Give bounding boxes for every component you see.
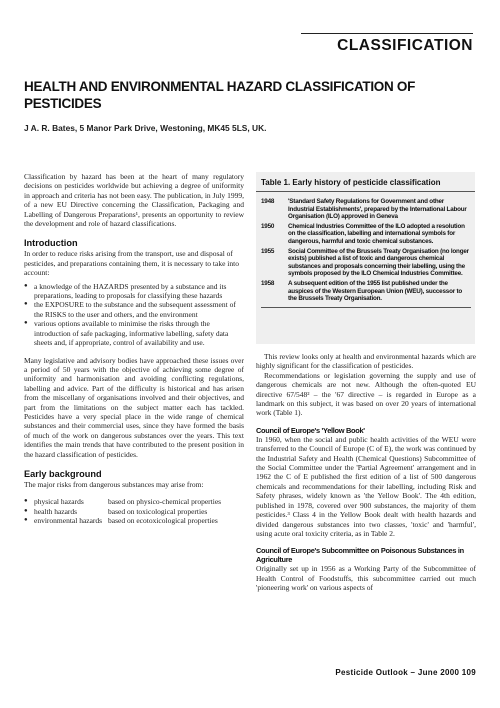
yellow-book-paragraph: In 1960, when the social and public health activities of the WEU were transferred to the Council of Europe (C of E), the work was continued by the Industrial Safety and Health (Chemical Questions) Subcommittee of the Social Committee under the 'Partial Agreement' arrangement and in 1962 the C of E published the first edition of a list of 500 dangerous chemicals and recommendations for their labelling, including Risk and Safety phrases, widely known as 'the Yellow Book'. The 4th edition, published in 1978, covered over 900 substances, the majority of them pesticides.³ Class 4 in the Yellow Book dealt with health hazards and divided dangerous substances into two classes, 'toxic' and 'harmful', using acute oral toxicity criteria, as in Table 2. <box>256 434 476 538</box>
table-year: 1955 <box>261 247 275 255</box>
table-event: A subsequent edition of the 1955 list published under the auspices of the Western European Union (WEU), successor to the Brussels Treaty Organisation. <box>288 279 463 303</box>
list-item: ● various options available to minimise the risks through the introduction of safe packaging, informative labelling, safety data sheets and, if appropriate, control of availability and use. <box>24 319 244 347</box>
article-title: HEALTH AND ENVIRONMENTAL HAZARD CLASSIFICATION OF PESTICIDES <box>24 79 416 111</box>
hazard-basis: based on physico-chemical properties <box>108 497 222 507</box>
yellow-book-heading: Council of Europe's 'Yellow Book' <box>256 425 365 435</box>
hazard-type: ● health hazards <box>24 507 108 516</box>
introduction-paragraph: Many legislative and advisory bodies have approached these issues over a period of 50 years with the objective of achieving some degree of uniformity and harmonisation and avoiding conflicting regulations, labelling and advice. Part of the difficulty is historical and has arisen from the miscellany of organisations involved and their objectives, and part from the limitations on the subject matter each has tackled. Pesticides have a very special place in the wide range of chemical substances and their commercial uses, since they have formed the basis of much of the work on dangerous substances over the years. This text identifies the main trends that have contributed to the present position in the hazard classification of pesticides. <box>24 355 244 459</box>
early-background-heading: Early background <box>24 468 102 479</box>
table-row <box>261 223 471 246</box>
table-caption: Table 1. Early history of pesticide classification <box>256 172 475 192</box>
introduction-lead: In order to reduce risks arising from the transport, use and disposal of pesticides, and preparations containing them, it is necessary to take into account: <box>24 249 239 278</box>
table-row <box>261 198 471 221</box>
introduction-heading: Introduction <box>24 238 78 249</box>
table-event: 'Standard Safety Regulations for Government and other Industrial Establishments', prepared by the International Labour Organisation (ILO) approved in Geneva <box>288 198 467 221</box>
table-year: 1950 <box>261 222 275 230</box>
hazard-list <box>24 497 244 525</box>
list-item: ● the EXPOSURE to the substance and the subsequent assessment of the RISKS to the user and others, and the environment <box>24 300 244 319</box>
table-body <box>256 198 475 308</box>
hazard-type: ● physical hazards <box>24 497 108 506</box>
table-rule <box>261 307 471 308</box>
author-line: J A. R. Bates, 5 Manor Park Drive, Westoning, MK45 5LS, UK. <box>24 123 267 133</box>
left-column <box>24 172 244 526</box>
list-item: ● a knowledge of the HAZARDS presented by a substance and its preparations, leading to proposals for classifying these hazards <box>24 282 244 301</box>
section-header <box>301 33 473 59</box>
review-scope-paragraph: This review looks only at health and environmental hazards which are highly significant for the classification of pesticides. <box>256 352 476 371</box>
right-column <box>256 352 476 593</box>
intro-paragraph: Classification by hazard has been at the heart of many regulatory decisions on pesticides worldwide but achieving a degree of uniformity in approach and criteria has not been easy. The publication, in July 1999, of a new EU Directive concerning the Classification, Packaging and Labelling of Dangerous Preparations¹, presents an opportunity to review the development and role of hazard classifications. <box>24 172 244 229</box>
subcommittee-paragraph: Originally set up in 1956 as a Working Party of the Subcommittee of Health Control of Foodstuffs, this subcommittee carried out much 'pioneering work' on various aspects of <box>256 564 476 593</box>
hazard-type: ● environmental hazards <box>24 516 108 525</box>
table-1 <box>256 172 475 344</box>
section-label: CLASSIFICATION <box>337 37 473 54</box>
table-event: Social Committee of the Brussels Treaty Organisation (no longer exists) published a list of toxic and dangerous chemical substances and proposals concerning their labelling, using the symbols proposed by the ILO Chemical Industries Committee. <box>288 247 469 278</box>
table-row <box>261 280 471 303</box>
table-event: Chemical Industries Committee of the ILO adopted a resolution on the classification, labelling and international symbols for dangerous, harmful and toxic chemical substances. <box>288 222 465 245</box>
page-footer: Pesticide Outlook – June 2000 109 <box>335 668 476 677</box>
hazard-basis: based on ecotoxicological properties <box>108 516 218 526</box>
hazard-basis: based on toxicological properties <box>108 506 208 516</box>
recommendations-paragraph: Recommendations or legislation governing the supply and use of dangerous chemicals are not new. Although the often-quoted EU directive 67/548² – the '67 directive – is regarded in Europe as a landmark on this subject, it was based on over 20 years of international work (Table 1). <box>256 370 476 418</box>
table-year: 1958 <box>261 279 275 287</box>
table-row <box>261 248 471 278</box>
subcommittee-heading: Council of Europe's Subcommittee on Poisonous Substances in Agriculture <box>256 546 464 565</box>
early-background-lead: The major risks from dangerous substances may arise from: <box>24 479 204 489</box>
introduction-bullets <box>24 282 244 348</box>
table-year: 1948 <box>261 198 275 205</box>
